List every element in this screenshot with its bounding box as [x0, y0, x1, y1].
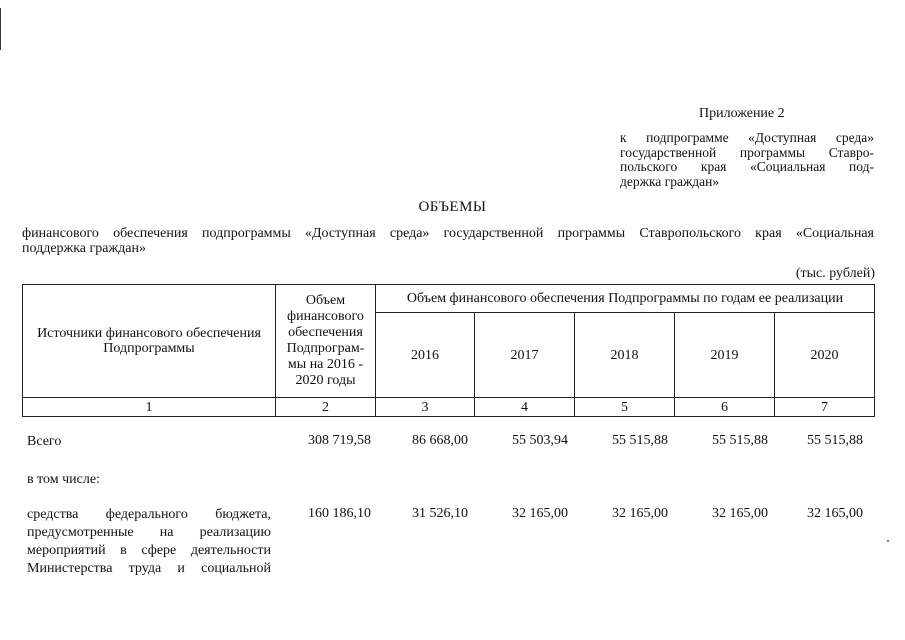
- header-total-line: мы на 2016 -: [287, 357, 364, 372]
- header-total-line: финансового: [287, 309, 364, 324]
- row-label-including: в том числе:: [27, 472, 100, 487]
- scan-edge-line: [0, 8, 1, 50]
- row-label-line: средства федерального бюджета,: [27, 507, 271, 522]
- header-year: 2018: [610, 347, 639, 363]
- value-2020: 55 515,88: [807, 433, 863, 448]
- column-number: 3: [421, 399, 429, 415]
- column-number: 6: [721, 399, 728, 415]
- value-2018: 32 165,00: [612, 506, 668, 521]
- row-label-line: мероприятий в сфере деятельности: [27, 543, 271, 558]
- column-number: 7: [821, 399, 828, 415]
- row-label-line: предусмотренные на реализацию: [27, 525, 271, 540]
- value-2020: 32 165,00: [807, 506, 863, 521]
- value-2019: 32 165,00: [712, 506, 768, 521]
- appendix-line: польского края «Социальная под-: [620, 159, 874, 174]
- header-year: 2019: [710, 347, 739, 363]
- value-total: 308 719,58: [308, 433, 371, 448]
- subtitle-line: финансового обеспечения подпрограммы «Доступная среда» государственной программы Ставропольского края «Социальная: [22, 226, 874, 241]
- column-number: 5: [621, 399, 628, 415]
- value-2019: 55 515,88: [712, 433, 768, 448]
- document-title: ОБЪЕМЫ: [418, 199, 487, 215]
- header-total-line: 2020 годы: [295, 373, 356, 388]
- appendix-reference: [620, 131, 874, 189]
- header-year: 2017: [510, 347, 539, 363]
- header-total-line: обеспечения: [288, 325, 363, 340]
- header-total: [276, 285, 375, 397]
- value-2017: 32 165,00: [512, 506, 568, 521]
- scan-speck: [887, 540, 889, 542]
- value-2016: 86 668,00: [412, 433, 468, 448]
- header-source: [23, 285, 275, 397]
- header-year: 2020: [810, 347, 839, 363]
- appendix-line: держка граждан»: [620, 173, 720, 189]
- appendix-line: государственной программы Ставро-: [620, 144, 874, 160]
- value-total: 160 186,10: [308, 506, 371, 521]
- document-subtitle: [22, 226, 874, 256]
- row-label-federal: [27, 506, 271, 578]
- row-label-total: Всего: [27, 434, 62, 449]
- table-border-right: [874, 284, 875, 417]
- column-number: 1: [145, 399, 153, 415]
- column-number: 4: [521, 399, 528, 415]
- appendix-title: Приложение 2: [699, 106, 785, 121]
- header-total-line: Объем: [305, 293, 346, 308]
- table-line-numbers-bottom: [22, 416, 875, 417]
- value-2018: 55 515,88: [612, 433, 668, 448]
- units-label: (тыс. рублей): [795, 266, 875, 281]
- header-total-line: Подпрограм-: [286, 341, 365, 356]
- column-number: 2: [322, 399, 329, 415]
- header-year: 2016: [411, 347, 439, 363]
- header-by-year: Объем финансового обеспечения Подпрограммы по годам ее реализации: [406, 291, 844, 306]
- appendix-line: к подпрограмме «Доступная среда»: [620, 130, 874, 145]
- value-2016: 31 526,10: [412, 506, 468, 521]
- row-label-line: Министерства труда и социальной: [27, 561, 271, 576]
- subtitle-line: поддержка граждан»: [22, 241, 146, 256]
- header-source-text: Источники финансового обеспечения Подпрограммы: [37, 326, 261, 356]
- value-2017: 55 503,94: [512, 433, 568, 448]
